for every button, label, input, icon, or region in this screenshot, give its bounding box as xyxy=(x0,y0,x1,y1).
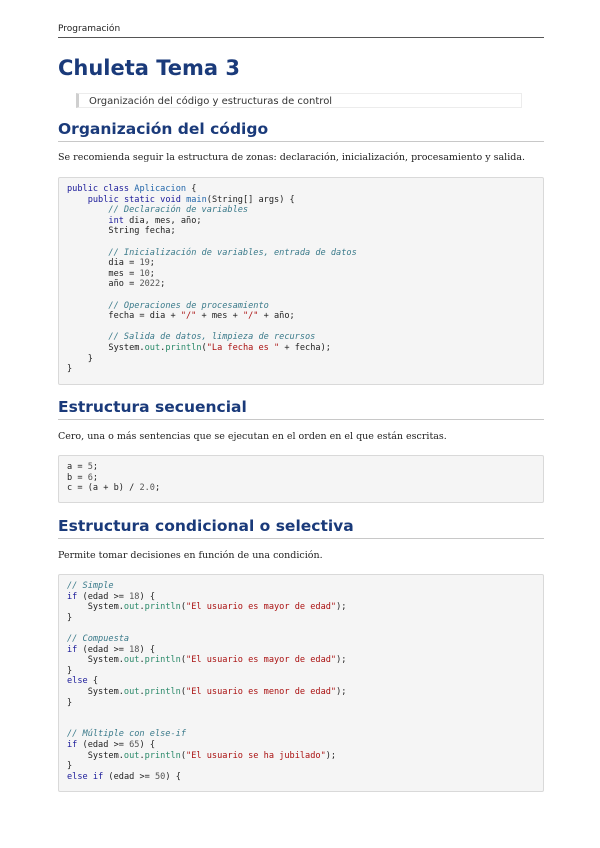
code-line: año = 2022; xyxy=(67,279,166,290)
code-line: } xyxy=(67,364,73,375)
code-line: } xyxy=(67,697,73,708)
code-line: System.out.println("El usuario es menor de edad"); xyxy=(67,686,347,697)
code-line: a = 5; xyxy=(67,462,99,472)
section-paragraph-organizacion: Se recomienda seguir la estructura de zonas: declaración, inicialización, procesamiento y salida. xyxy=(58,152,526,163)
code-line: fecha = dia + "/" + mes + "/" + año; xyxy=(67,311,295,322)
code-line: System.out.println("El usuario se ha jubilado"); xyxy=(67,750,337,761)
code-line: public class Aplicacion { xyxy=(67,184,197,194)
code-block-condicional xyxy=(58,574,544,792)
code-line xyxy=(67,290,535,301)
code-line xyxy=(67,623,535,634)
section-heading-condicional: Estructura condicional o selectiva xyxy=(58,517,544,539)
code-line: if (edad >= 18) { xyxy=(67,591,155,602)
code-line: if (edad >= 65) { xyxy=(67,739,155,750)
section-paragraph-secuencial: Cero, una o más sentencias que se ejecutan en el orden en el que están escritas. xyxy=(58,431,447,442)
code-line: if (edad >= 18) { xyxy=(67,644,155,655)
section-paragraph-condicional: Permite tomar decisiones en función de una condición. xyxy=(58,550,323,561)
code-line xyxy=(67,719,535,730)
code-line: // Operaciones de procesamiento xyxy=(108,300,269,311)
code-line: // Salida de datos, limpieza de recursos xyxy=(108,332,316,343)
code-line xyxy=(67,322,535,333)
code-block-secuencial xyxy=(58,455,544,503)
code-line xyxy=(67,237,535,248)
code-line: } xyxy=(67,761,73,772)
section-heading-secuencial: Estructura secuencial xyxy=(58,398,544,420)
code-line: else { xyxy=(67,676,99,687)
code-line: mes = 10; xyxy=(67,268,155,279)
abstract-box: Organización del código y estructuras de control xyxy=(76,93,522,108)
code-block-organizacion xyxy=(58,177,544,385)
running-header: Programación xyxy=(58,24,544,38)
code-line: int dia, mes, año; xyxy=(108,215,202,226)
code-line: c = (a + b) / 2.0; xyxy=(67,483,161,494)
document-title: Chuleta Tema 3 xyxy=(58,56,241,80)
code-line: // Declaración de variables xyxy=(108,205,249,216)
code-line: // Múltiple con else-if xyxy=(67,729,186,740)
code-line: System.out.println("El usuario es mayor de edad"); xyxy=(67,655,347,666)
code-line: // Simple xyxy=(67,581,114,591)
code-line xyxy=(67,708,535,719)
code-line: String fecha; xyxy=(67,226,176,237)
code-line: // Compuesta xyxy=(67,633,130,644)
code-line: } xyxy=(67,612,73,623)
code-line: b = 6; xyxy=(67,472,99,483)
code-line: System.out.println("La fecha es " + fecha); xyxy=(67,342,331,353)
code-line: } xyxy=(67,353,93,364)
code-line: } xyxy=(67,665,73,676)
code-line: public static void main(String[] args) { xyxy=(87,194,295,205)
code-line: else if (edad >= 50) { xyxy=(67,771,181,782)
section-heading-organizacion: Organización del código xyxy=(58,120,544,142)
code-line: System.out.println("El usuario es mayor de edad"); xyxy=(67,602,347,613)
code-line: dia = 19; xyxy=(67,258,155,269)
code-line: // Inicialización de variables, entrada de datos xyxy=(108,247,357,258)
